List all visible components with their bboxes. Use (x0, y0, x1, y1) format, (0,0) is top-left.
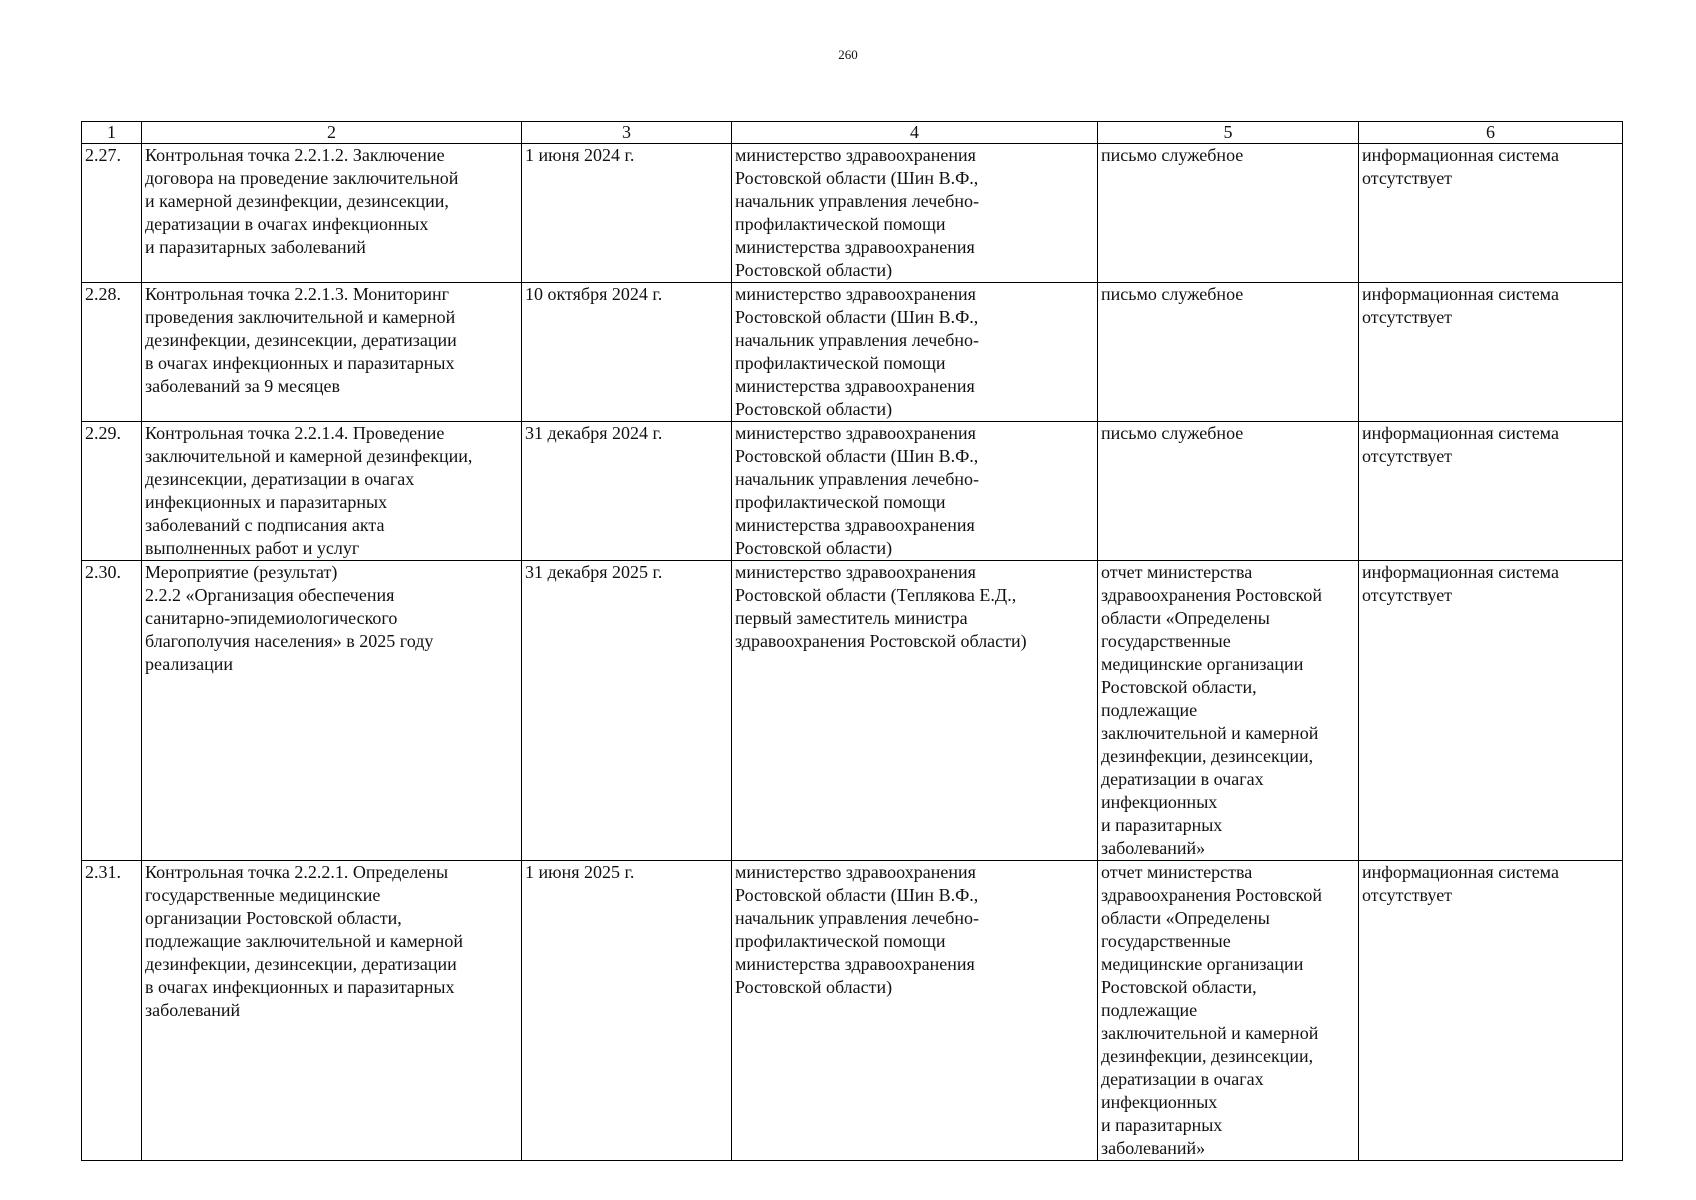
column-header: 3 (522, 122, 732, 144)
column-header: 4 (732, 122, 1098, 144)
row-system: информационная система отсутствует (1359, 144, 1623, 283)
row-system: информационная система отсутствует (1359, 561, 1623, 861)
row-date: 10 октября 2024 г. (522, 283, 732, 422)
row-number: 2.29. (82, 422, 142, 561)
column-header: 5 (1098, 122, 1359, 144)
row-date: 1 июня 2024 г. (522, 144, 732, 283)
row-document: письмо служебное (1098, 283, 1359, 422)
row-document: отчет министерства здравоохранения Ростовской области «Определены государственные медицинские организации Ростовской области, подлежащие заключительной и камерной дезинфекции, дезинсекции, дератизации в очагах инфекционных и паразитарных заболеваний» (1098, 561, 1359, 861)
row-number: 2.28. (82, 283, 142, 422)
schedule-table (81, 121, 1623, 1161)
row-responsible: министерство здравоохранения Ростовской области (Теплякова Е.Д., первый заместитель министра здравоохранения Ростовской области) (732, 561, 1098, 861)
row-system: информационная система отсутствует (1359, 422, 1623, 561)
table-row (82, 861, 1623, 1161)
row-system: информационная система отсутствует (1359, 861, 1623, 1161)
row-number: 2.30. (82, 561, 142, 861)
row-description: Контрольная точка 2.2.2.1. Определены государственные медицинские организации Ростовской области, подлежащие заключительной и камерной дезинфекции, дезинсекции, дератизации в очагах инфекционных и паразитарных заболеваний (142, 861, 522, 1161)
row-responsible: министерство здравоохранения Ростовской области (Шин В.Ф., начальник управления лечебно- профилактической помощи министерства здравоохранения Ростовской области) (732, 283, 1098, 422)
row-description: Контрольная точка 2.2.1.2. Заключение договора на проведение заключительной и камерной дезинфекции, дезинсекции, дератизации в очагах инфекционных и паразитарных заболеваний (142, 144, 522, 283)
row-number: 2.27. (82, 144, 142, 283)
row-number: 2.31. (82, 861, 142, 1161)
row-document: письмо служебное (1098, 422, 1359, 561)
row-date: 1 июня 2025 г. (522, 861, 732, 1161)
row-responsible: министерство здравоохранения Ростовской области (Шин В.Ф., начальник управления лечебно- профилактической помощи министерства здравоохранения Ростовской области) (732, 144, 1098, 283)
column-header: 2 (142, 122, 522, 144)
row-date: 31 декабря 2024 г. (522, 422, 732, 561)
table-row (82, 144, 1623, 283)
table-row (82, 561, 1623, 861)
row-document: письмо служебное (1098, 144, 1359, 283)
row-responsible: министерство здравоохранения Ростовской области (Шин В.Ф., начальник управления лечебно- профилактической помощи министерства здравоохранения Ростовской области) (732, 861, 1098, 1161)
row-description: Контрольная точка 2.2.1.3. Мониторинг проведения заключительной и камерной дезинфекции, дезинсекции, дератизации в очагах инфекционных и паразитарных заболеваний за 9 месяцев (142, 283, 522, 422)
page-number: 260 (838, 47, 858, 62)
table-row (82, 422, 1623, 561)
row-description: Мероприятие (результат) 2.2.2 «Организация обеспечения санитарно-эпидемиологического благополучия населения» в 2025 году реализации (142, 561, 522, 861)
column-header: 1 (82, 122, 142, 144)
table-row (82, 283, 1623, 422)
row-document: отчет министерства здравоохранения Ростовской области «Определены государственные медицинские организации Ростовской области, подлежащие заключительной и камерной дезинфекции, дезинсекции, дератизации в очагах инфекционных и паразитарных заболеваний» (1098, 861, 1359, 1161)
row-system: информационная система отсутствует (1359, 283, 1623, 422)
row-description: Контрольная точка 2.2.1.4. Проведение заключительной и камерной дезинфекции, дезинсекции, дератизации в очагах инфекционных и паразитарных заболеваний с подписания акта выполненных работ и услуг (142, 422, 522, 561)
row-responsible: министерство здравоохранения Ростовской области (Шин В.Ф., начальник управления лечебно- профилактической помощи министерства здравоохранения Ростовской области) (732, 422, 1098, 561)
column-header: 6 (1359, 122, 1623, 144)
row-date: 31 декабря 2025 г. (522, 561, 732, 861)
table-header-row (82, 122, 1623, 144)
